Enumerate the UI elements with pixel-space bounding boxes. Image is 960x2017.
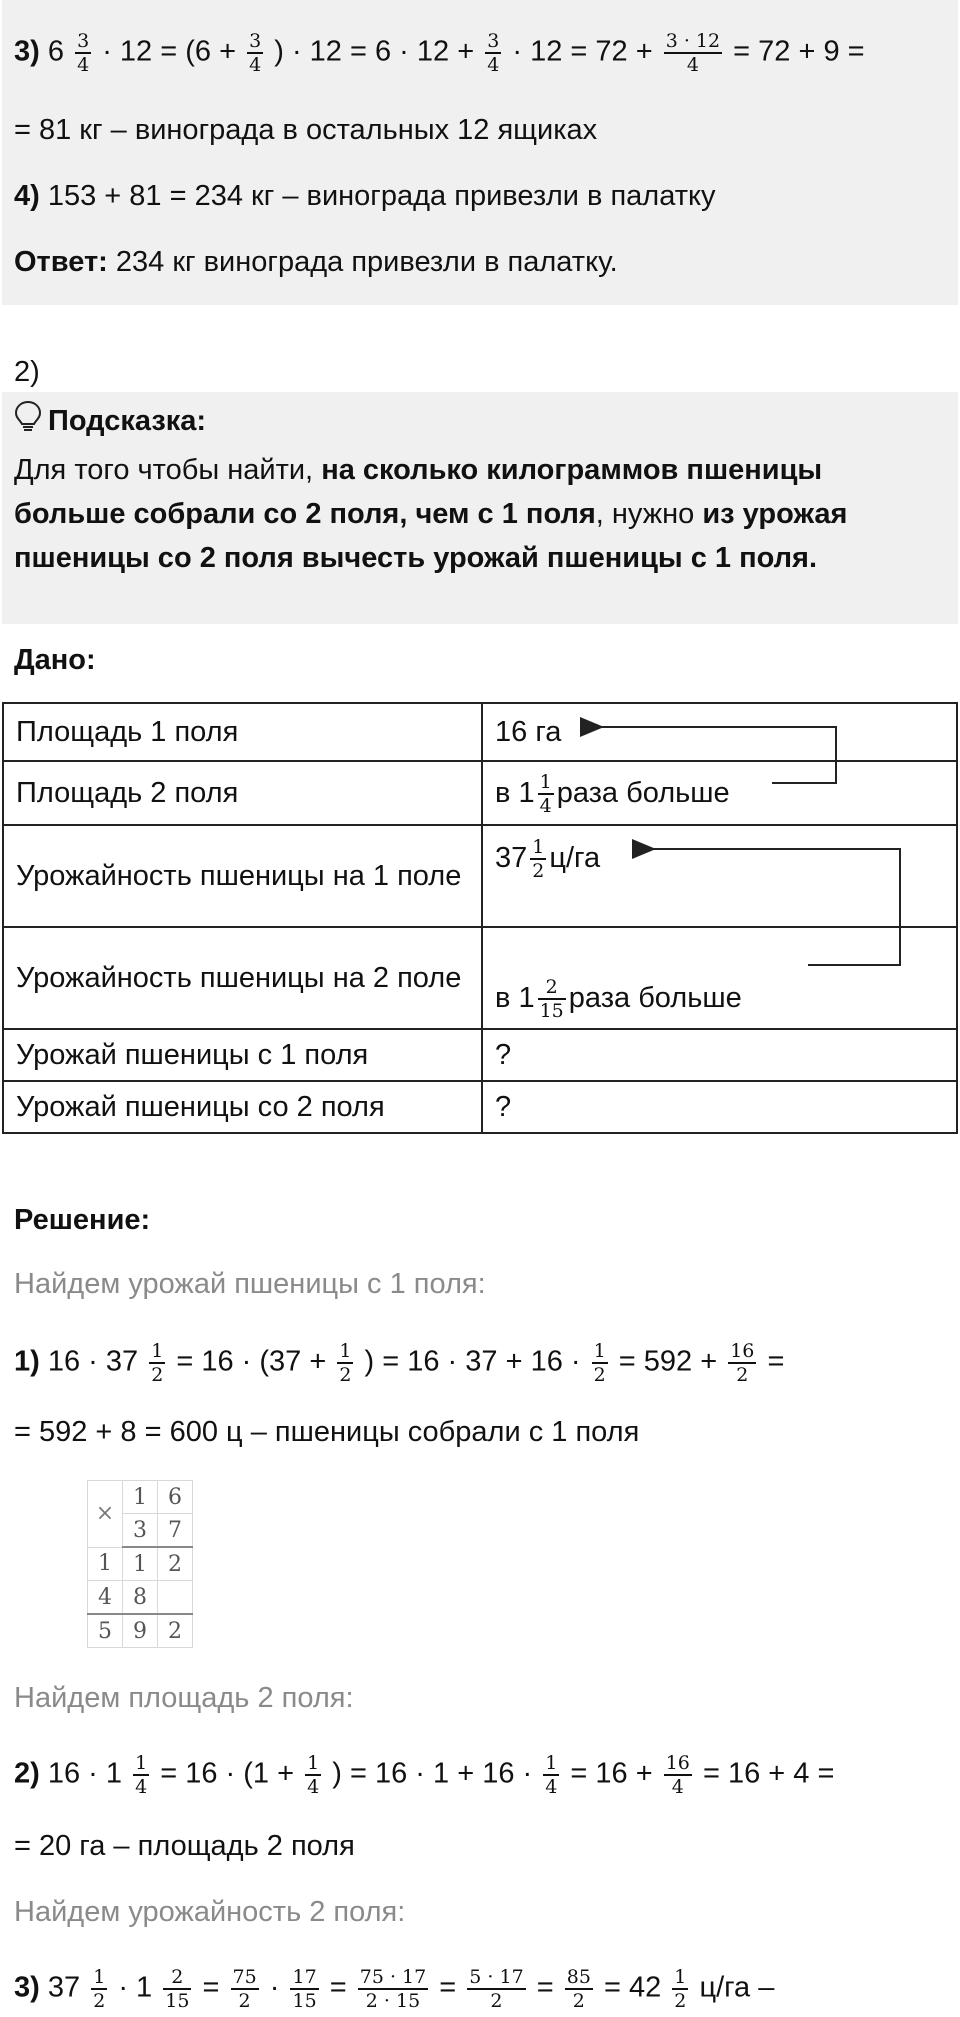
column-multiplication xyxy=(87,1480,193,1648)
table-cell-value: 37 $\frac{1}{2}$ ц/га xyxy=(482,825,957,927)
hint-text-line-1: Для того чтобы найти, на сколько килограммов пшеницы xyxy=(14,454,823,486)
fraction: $\frac{3}{4}$ xyxy=(487,30,500,76)
table-cell-value: ? xyxy=(482,1029,957,1081)
table-row: × 1 6 xyxy=(88,1481,193,1514)
table-row xyxy=(3,703,957,761)
table-row: 3 7 xyxy=(88,1514,193,1548)
table-cell-value: в 1 $\frac{1}{4}$ раза больше xyxy=(482,761,957,825)
part-2-label: 2) xyxy=(14,356,40,388)
solution-step-3: 3) 37 $\frac{1}{2}$ · 1 $\frac{2}{15}$ = $\frac{75}{2}$ · $\frac{17}{15}$ = $\frac{75 \cdot 17}{2 \cdot 15}$ = $\frac{5 \cdot 17}{2}$ = $\frac{85}{2}$ = 42 $\frac{1}{2}$ ц/га – xyxy=(14,1966,775,2012)
table-row xyxy=(3,825,957,927)
hint-title: Подсказка: xyxy=(14,400,206,445)
solution-step-2-continuation: = 20 га – площадь 2 поля xyxy=(14,1830,355,1862)
fraction: $\frac{3 \cdot 12}{4}$ xyxy=(665,30,721,76)
solution-heading-1: Найдем урожай пшеницы с 1 поля: xyxy=(14,1268,486,1300)
solution-heading-3: Найдем урожайность 2 поля: xyxy=(14,1896,406,1928)
table-row: 4 8 xyxy=(88,1581,193,1615)
step-number: 3) xyxy=(14,35,40,68)
table-row xyxy=(3,1081,957,1133)
step-3-continuation: = 81 кг – винограда в остальных 12 ящиках xyxy=(14,114,598,146)
step-3-line: 3) 6 $\frac{3}{4}$ · 12 = (6 + $\frac{3}{4}$ ) · 12 = 6 · 12 + $\frac{3}{4}$ · 12 = 72 + $\frac{3 \cdot 12}{4}$ = 72 + 9 = xyxy=(14,30,865,76)
table-cell-value: ? xyxy=(482,1081,957,1133)
step-4-line: 4) 153 + 81 = 234 кг – винограда привезли в палатку xyxy=(14,180,716,212)
table-row xyxy=(3,1029,957,1081)
given-table xyxy=(2,702,958,1134)
table-cell-label: Площадь 1 поля xyxy=(3,703,482,761)
answer-line: Ответ: 234 кг винограда привезли в палатку. xyxy=(14,246,618,278)
solution-step-2: 2) 16 · 1 $\frac{1}{4}$ = 16 · (1 + $\frac{1}{4}$ ) = 16 · 1 + 16 · $\frac{1}{4}$ = 16 + $\frac{16}{4}$ = 16 + 4 = xyxy=(14,1752,835,1798)
table-cell-label: Урожайность пшеницы на 1 поле xyxy=(3,825,482,927)
hint-text-line-2: больше собрали со 2 поля, чем с 1 поля, нужно из урожая xyxy=(14,498,848,530)
hint-text-line-3: пшеницы со 2 поля вычесть урожай пшеницы с 1 поля. xyxy=(14,542,818,574)
table-cell-label: Урожай пшеницы с 1 поля xyxy=(3,1029,482,1081)
table-row: 5 9 2 xyxy=(88,1614,193,1648)
table-cell-value: 16 га xyxy=(482,703,957,761)
table-cell-label: Урожай пшеницы со 2 поля xyxy=(3,1081,482,1133)
lightbulb-icon xyxy=(14,400,42,445)
given-title: Дано: xyxy=(14,644,96,676)
table-cell-label: Урожайность пшеницы на 2 поле xyxy=(3,927,482,1029)
fraction: $\frac{3}{4}$ xyxy=(77,30,90,76)
table-row: 1 1 2 xyxy=(88,1547,193,1581)
solution-title: Решение: xyxy=(14,1204,151,1236)
table-row xyxy=(3,927,957,1029)
fraction: $\frac{3}{4}$ xyxy=(249,30,262,76)
solution-heading-2: Найдем площадь 2 поля: xyxy=(14,1682,354,1714)
solution-step-1: 1) 16 · 37 $\frac{1}{2}$ = 16 · (37 + $\frac{1}{2}$ ) = 16 · 37 + 16 · $\frac{1}{2}$ = 592 + $\frac{16}{2}$ = xyxy=(14,1340,785,1386)
solution-step-1-continuation: = 592 + 8 = 600 ц – пшеницы собрали с 1 поля xyxy=(14,1416,640,1448)
table-row xyxy=(3,761,957,825)
table-cell-value: в 1 $\frac{2}{15}$ раза больше xyxy=(482,927,957,1029)
table-cell-label: Площадь 2 поля xyxy=(3,761,482,825)
